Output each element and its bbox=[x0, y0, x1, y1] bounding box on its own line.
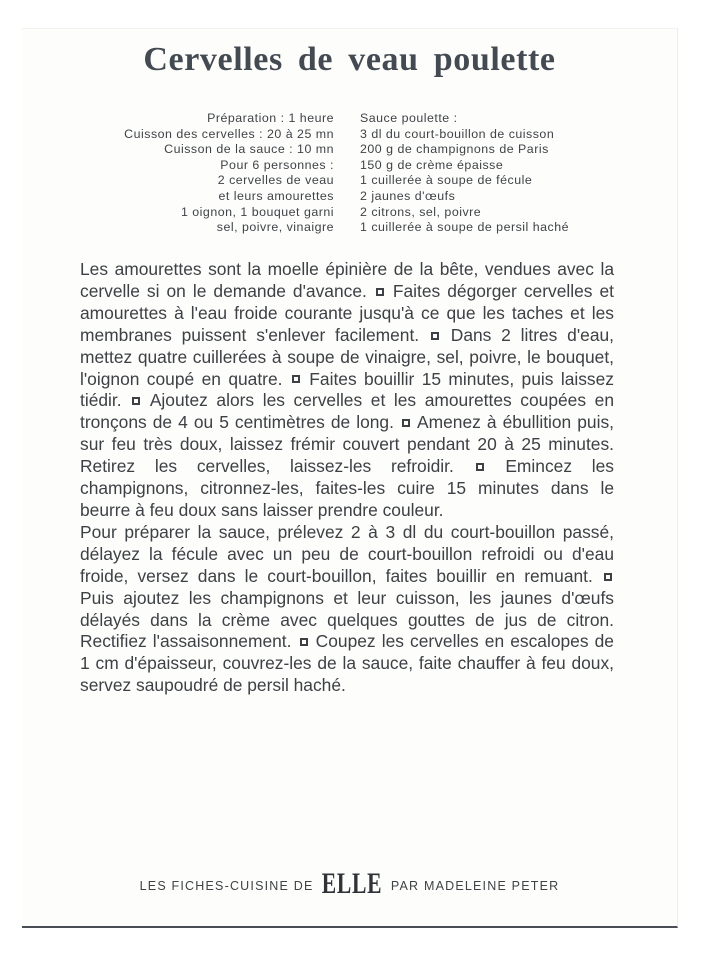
sauce-heading: Sauce poulette : bbox=[360, 111, 458, 125]
recipe-title: Cervelles de veau poulette bbox=[143, 41, 556, 78]
square-bullet-icon bbox=[292, 375, 300, 383]
footer-credit bbox=[22, 867, 677, 901]
instruction-step: Faites dégorger cervelles et amourettes à l'eau froide courante jusqu'à ce que les taches et les membranes puissent s'enlever facilement. bbox=[80, 280, 614, 345]
elle-logo: ELLE bbox=[321, 867, 383, 900]
instruction-step: Dans 2 litres d'eau, mettez quatre cuillerées à soupe de vinaigre, sel, poivre, le bouquet, l'oignon coupé en quatre. bbox=[80, 324, 614, 389]
sauce-ingredient-item: 150 g de crème épaisse bbox=[360, 157, 504, 172]
sauce-ingredient-item: 3 dl du court-bouillon de cuisson bbox=[360, 126, 555, 141]
sauce-ingredient-item: 2 jaunes d'œufs bbox=[360, 188, 456, 203]
sauce-ingredient-item: 2 citrons, sel, poivre bbox=[360, 204, 482, 219]
instruction-step: Puis ajoutez les champignons et leur cuisson, les jaunes d'œufs délayés dans la crème avec quelques gouttes de jus de citron. Rectifiez l'assaisonnement. bbox=[80, 587, 614, 652]
instruction-step: Coupez les cervelles en escalopes de 1 cm d'épaisseur, couvrez-les de la sauce, faite chauffer à feu doux, servez saupoudré de persil haché. bbox=[80, 631, 614, 696]
instruction-step: Ajoutez alors les cervelles et les amourettes coupées en tronçons de 4 ou 5 centimètres de long. bbox=[80, 390, 614, 433]
ingredient-item: 2 cervelles de veau bbox=[217, 173, 334, 188]
brain-cooking-time: Cuisson des cervelles : 20 à 25 mn bbox=[124, 126, 334, 141]
instruction-step: Faites bouillir 15 minutes, puis laissez tiédir. bbox=[80, 368, 614, 411]
sauce-ingredients bbox=[360, 111, 660, 236]
instruction-step: Pour préparer la sauce, prélevez 2 à 3 dl du court-bouillon passé, délayez la fécule avec un peu de court-bouillon refroidi ou d'eau froide, versez dans le court-bouillon, faites bouillir en remuant. bbox=[80, 521, 614, 586]
footer-suffix: PAR MADELEINE PETER bbox=[390, 879, 560, 893]
instruction-step: Amenez à ébullition puis, sur feu très doux, laissez frémir couvert pendant 20 à 25 minutes. Retirez les cervelles, laissez-les refroidir. bbox=[80, 412, 614, 477]
sauce-ingredient-item: 1 cuillerée à soupe de fécule bbox=[360, 173, 533, 188]
square-bullet-icon bbox=[376, 288, 384, 296]
square-bullet-icon bbox=[431, 332, 439, 340]
sauce-ingredient-item: 1 cuillerée à soupe de persil haché bbox=[360, 220, 569, 235]
square-bullet-icon bbox=[402, 419, 410, 427]
instruction-step: Emincez les champignons, citronnez-les, faites-les cuire 15 minutes dans le beurre à feu doux sans laisser prendre couleur. bbox=[80, 456, 614, 520]
instructions-paragraph-2 bbox=[80, 522, 614, 697]
square-bullet-icon bbox=[300, 638, 308, 646]
recipe-info bbox=[62, 111, 334, 236]
sauce-cooking-time: Cuisson de la sauce : 10 mn bbox=[164, 142, 334, 157]
recipe-card bbox=[22, 28, 678, 928]
servings: Pour 6 personnes : bbox=[220, 157, 334, 172]
square-bullet-icon bbox=[604, 573, 612, 581]
instructions-paragraph-1 bbox=[80, 259, 614, 522]
recipe-instructions bbox=[80, 259, 614, 697]
square-bullet-icon bbox=[476, 463, 484, 471]
ingredient-item: et leurs amourettes bbox=[218, 188, 334, 203]
footer-prefix: LES FICHES-CUISINE DE bbox=[139, 879, 314, 893]
preparation-time: Préparation : 1 heure bbox=[207, 111, 334, 125]
square-bullet-icon bbox=[132, 397, 140, 405]
ingredient-item: sel, poivre, vinaigre bbox=[216, 220, 334, 235]
ingredient-item: 1 oignon, 1 bouquet garni bbox=[180, 204, 334, 219]
sauce-ingredient-item: 200 g de champignons de Paris bbox=[360, 142, 549, 157]
instruction-step: Les amourettes sont la moelle épinière de la bête, vendues avec la cervelle si on le demande d'avance. bbox=[80, 259, 614, 301]
